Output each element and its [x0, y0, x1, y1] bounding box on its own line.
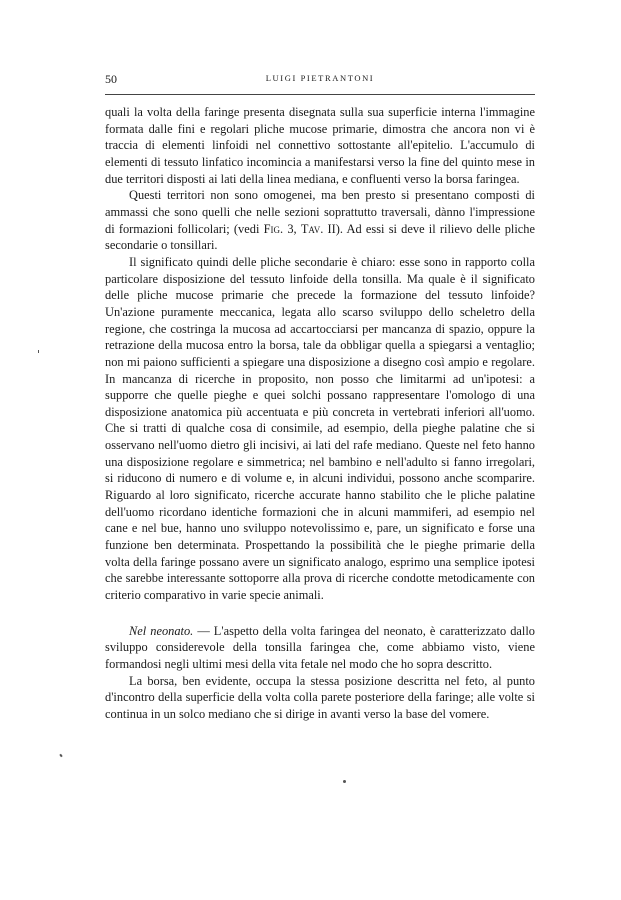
- paragraph-2-text-a: Questi territori non sono omogenei, ma ben presto si presentano composti di ammassi che sono quelli che nelle sezioni soprattutto traversali, dànno l'impressione di formazioni follicolari; (vedi: [105, 188, 535, 236]
- header-rule: [105, 94, 535, 95]
- paragraph-1: quali la volta della faringe presenta disegnata sulla sua superficie interna l'immagine formata dalle fini e regolari pliche mucose primarie, dimostra che ancora non vi è traccia di elementi linfoidi nel connettivo sottostante all'epitelio. L'accumulo di elementi di tessuto linfatico incomincia a manifestarsi verso la fine del quinto mese in due territori disposti ai lati della linea mediana, e confluenti verso la borsa faringea.: [105, 105, 535, 186]
- page-header: [105, 72, 535, 88]
- figure-number: 3,: [283, 221, 301, 236]
- scan-speck: [343, 780, 346, 783]
- paragraph-3: Il significato quindi delle pliche secondarie è chiaro: esse sono in rapporto colla particolare disposizione del tessuto linfoide della tonsilla. Ma quale è il significato delle pliche mucose primarie che precede la formazione del tessuto linfoide? Un'azione puramente meccanica, legata allo scarso sviluppo dello scheletro della regione, che costringa la mucosa ad accartocciarsi per mancanza di spazio, oppure la retrazione della mucosa entro la borsa, tale da obbligar quella a spiegarsi a ventaglio; non mi paiono sufficienti a spiegare una disposizione a disegno così ampio e regolare. In mancanza di ricerche in proposito, non posso che limitarmi ad un'ipotesi: a supporre che quelle pieghe e quei solchi possano rappresentare l'omologo di una disposizione anatomica più accentuata e più concreta in vertebrati inferiori all'uomo. Che si tratti di qualche cosa di consimile, ad esempio, della pieghe palatine che si osservano nell'uomo dietro gli incisivi, ai lati del rafe mediano. Queste nel feto hanno una disposizione regolare e simmetrica; nel bambino e nell'adulto si fanno irregolari, si riducono di numero e di volume e, in alcuni individui, possono anche scomparire. Riguardo al loro significato, ricerche accurate hanno stabilito che le pliche palatine dell'uomo ricordano identiche formazioni che in alcuni mammiferi, ad esempio nel cane e nel bue, hanno uno sviluppo notevolissimo e, pare, un significato e forse una funzione ben determinata. Prospettando la possibilità che le pieghe primarie della volta della faringe possano avere un significato analogo, esprimo una semplice ipotesi che sarebbe interessante sottoporre alla prova di ricerche condotte metodicamente con criterio comparativo in varie specie animali.: [105, 254, 535, 603]
- page-number: 50: [105, 72, 117, 86]
- paragraph-2-text-b: II). Ad essi si deve il rilievo delle pliche secondarie o tonsillari.: [105, 221, 535, 253]
- body-text: [105, 104, 535, 723]
- plate-reference: Tav.: [300, 221, 324, 236]
- paragraph-4-text: — L'aspetto della volta faringea del neonato, è caratterizzato dallo sviluppo considerevole della tonsilla faringea che, come abbiamo visto, viene formandosi negli ultimi mesi della vita fetale nel modo che ho sopra descritto.: [105, 623, 535, 671]
- scan-speck: [38, 350, 39, 353]
- paragraph-4: [105, 623, 535, 673]
- section-heading: Nel neonato.: [129, 623, 194, 638]
- scan-speck: [59, 754, 62, 758]
- paragraph-2: [105, 187, 535, 254]
- paragraph-5: La borsa, ben evidente, occupa la stessa posizione descritta nel feto, al punto d'incontro della superficie della volta colla parete posteriore della faringe; alle volte si continua in un solco mediano che si dirige in avanti verso la base del vomere.: [105, 673, 535, 721]
- running-head: LUIGI PIETRANTONI: [265, 73, 375, 83]
- figure-reference: Fig.: [263, 221, 284, 236]
